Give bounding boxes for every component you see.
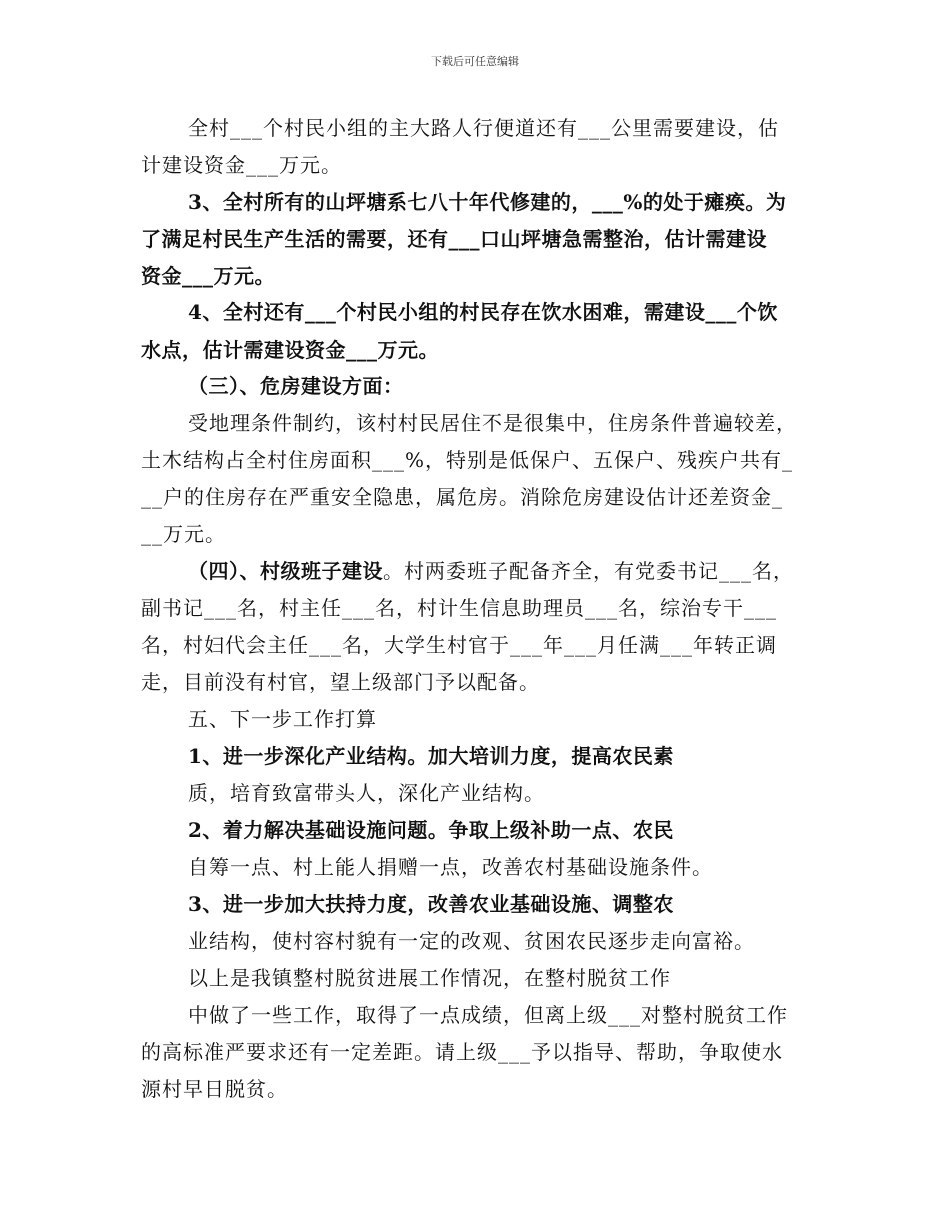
paragraph-line: 4、全村还有___个村民小组的村民存在饮水困难，需建设___个饮 [188,300,778,324]
paragraph-text: 。村两委班子配备齐全，有党委书记___名， [383,559,794,583]
paragraph-line: 副书记___名，村主任___名，村计生信息助理员___名，综治专干___ [141,596,777,620]
paragraph-line: 源村早日脱贫。 [141,1077,288,1101]
paragraph-line: 了满足村民生产生活的需要，还有___口山坪塘急需整治，估计需建设 [141,227,767,251]
paragraph-line: 受地理条件制约，该村村民居住不是很集中，住房条件普遍较差， [188,411,797,435]
page-header: 下载后可任意编辑 [431,55,519,68]
paragraph-line: __万元。 [141,522,226,546]
paragraph-line: 的高标准严要求还有一定差距。请上级___予以指导、帮助，争取使水 [141,1040,783,1064]
paragraph-line: 1、进一步深化产业结构。加大培训力度，提高农民素 [188,744,674,768]
paragraph-line: 名，村妇代会主任___名，大学生村官于___年___月任满___年转正调 [141,633,777,657]
paragraph-line: 自筹一点、村上能人捐赠一点，改善农村基础设施条件。 [188,855,713,879]
paragraph-line: 以上是我镇整村脱贫进展工作情况，在整村脱贫工作 [188,966,671,990]
paragraph-line: 质，培育致富带头人，深化产业结构。 [188,781,545,805]
paragraph-line: 业结构，使村容村貌有一定的改观、贫困农民逐步走向富裕。 [188,929,755,953]
paragraph-line: 中做了一些工作，取得了一点成绩，但离上级___对整村脱贫工作 [188,1003,788,1027]
paragraph-line: 土木结构占全村住房面积___%，特别是低保户、五保户、残疾户共有_ [141,448,794,472]
paragraph-line: __户的住房存在严重安全隐患，属危房。消除危房建设估计还差资金_ [141,485,783,509]
paragraph-line: 2、着力解决基础设施问题。争取上级补助一点、农民 [188,818,674,842]
paragraph-line: 水点，估计需建设资金___万元。 [141,338,439,362]
section-heading: （三）、危房建设方面： [188,374,404,398]
paragraph-line: 资金___万元。 [141,264,275,288]
section-heading: （四）、村级班子建设 [188,559,383,583]
paragraph-line [188,558,794,584]
paragraph-line: 计建设资金___万元。 [141,153,342,177]
paragraph-line: 走，目前没有村官，望上级部门予以配备。 [141,670,540,694]
paragraph-line: 全村___个村民小组的主大路人行便道还有___公里需要建设，估 [188,116,779,140]
section-heading: 五、下一步工作打算 [188,707,377,731]
paragraph-line: 3、进一步加大扶持力度，改善农业基础设施、调整农 [188,892,674,916]
paragraph-line: 3、全村所有的山坪塘系七八十年代修建的，___%的处于瘫痪。为 [188,190,787,214]
